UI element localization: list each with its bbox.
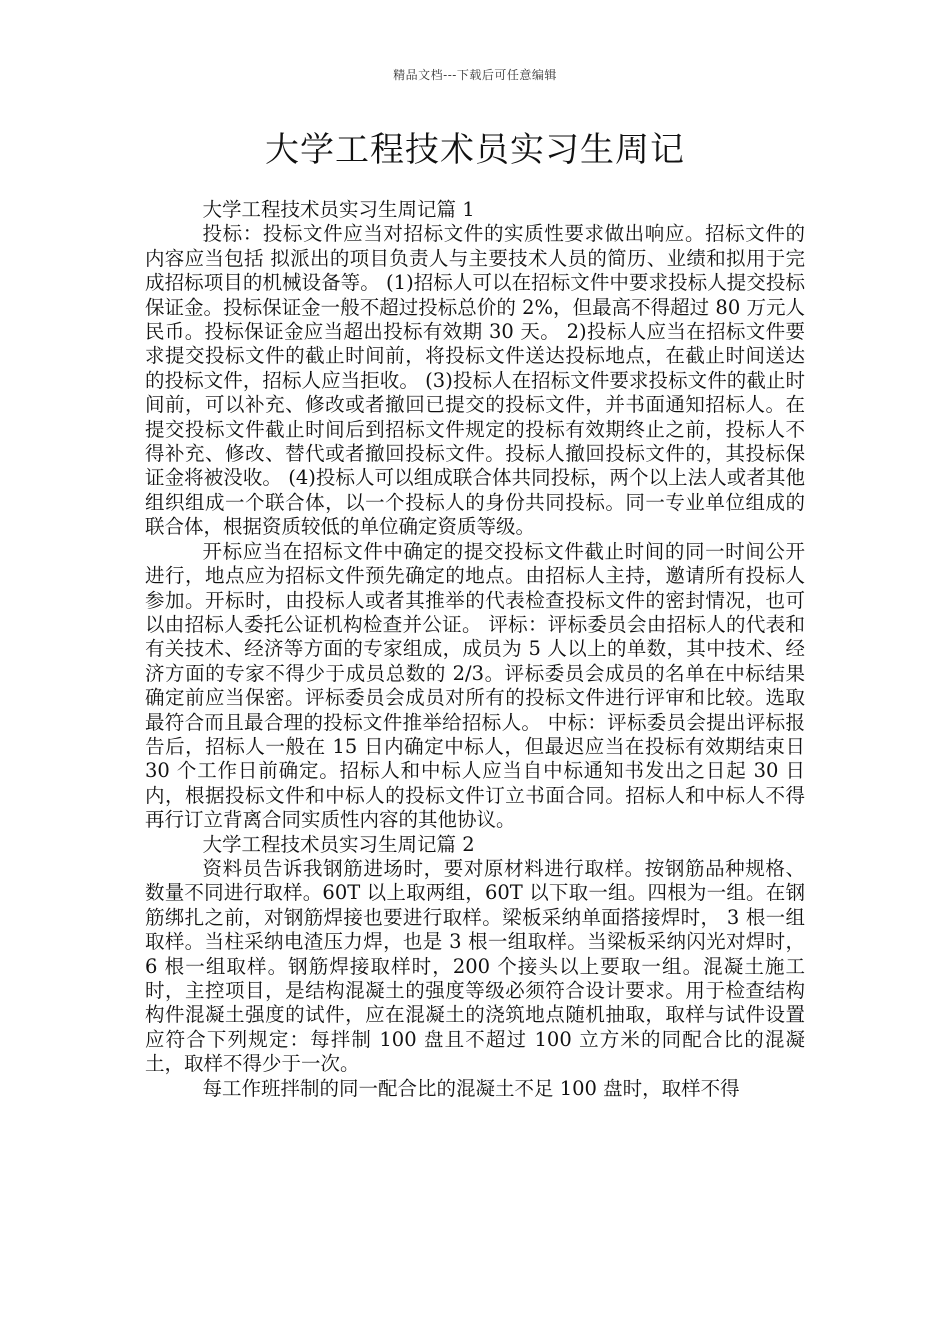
document-body <box>145 198 805 1101</box>
document-title: 大学工程技术员实习生周记 <box>265 130 685 170</box>
section-1-heading: 大学工程技术员实习生周记篇 1 <box>202 198 475 221</box>
section-2-paragraph-2: 每工作班拌制的同一配合比的混凝土不足 100 盘时，取样不得 <box>202 1076 740 1100</box>
section-2-paragraph-1: 资料员告诉我钢筋进场时，要对原材料进行取样。按钢筋品种规格、数量不同进行取样。60T 以上取两组，60T 以下取一组。四根为一组。在钢筋绑扎之前，对钢筋焊接也要进行取样。梁板采纳单面搭接焊时， 3 根一组取样。当柱采纳电渣压力焊，也是 3 根一组取样。当梁板采纳闪光对焊时，6 根一组取样。钢筋焊接取样时，200 个接头以上要取一组。混凝土施工时，主控项目，是结构混凝土的强度等级必须符合设计要求。用于检查结构构件混凝土强度的试件，应在混凝土的浇筑地点随机抽取，取样与试件设置应符合下列规定：每拌制 100 盘且不超过 100 立方米的同配合比的混凝土，取样不得少于一次。 <box>145 856 805 1076</box>
section-1-paragraph-2: 开标应当在招标文件中确定的提交投标文件截止时间的同一时间公开进行，地点应为招标文件预先确定的地点。由招标人主持，邀请所有投标人参加。开标时，由投标人或者其推举的代表检查投标文件的密封情况，也可以由招标人委托公证机构检查并公证。 评标：评标委员会由招标人的代表和有关技术、经济等方面的专家组成，成员为 5 人以上的单数，其中技术、经济方面的专家不得少于成员总数的 2/3。评标委员会成员的名单在中标结果确定前应当保密。评标委员会成员对所有的投标文件进行评审和比较。选取最符合而且最合理的投标文件推举给招标人。 中标：评标委员会提出评标报告后，招标人一般在 15 日内确定中标人，但最迟应当在投标有效期结束日 30 个工作日前确定。招标人和中标人应当自中标通知书发出之日起 30 日内，根据投标文件和中标人的投标文件订立书面合同。招标人和中标人不得再行订立背离合同实质性内容的其他协议。 <box>145 539 805 832</box>
section-1-paragraph-1: 投标：投标文件应当对招标文件的实质性要求做出响应。招标文件的内容应当包括 拟派出的项目负责人与主要技术人员的简历、业绩和拟用于完成招标项目的机械设备等。 (1)招标人可以在招标文件中要求投标人提交投标保证金。投标保证金一般不超过投标总价的 2%，但最高不得超过 80 万元人民币。投标保证金应当超出投标有效期 30 天。 2)投标人应当在招标文件要求提交投标文件的截止时间前，将投标文件送达投标地点，在截止时间送达的投标文件，招标人应当拒收。 (3)投标人在招标文件要求投标文件的截止时间前，可以补充、修改或者撤回已提交的投标文件，并书面通知招标人。在提交投标文件截止时间后到招标文件规定的投标有效期终止之前，投标人不得补充、修改、替代或者撤回投标文件。投标人撤回投标文件的，其投标保证金将被没收。 (4)投标人可以组成联合体共同投标，两个以上法人或者其他组织组成一个联合体，以一个投标人的身份共同投标。同一专业单位组成的联合体，根据资质较低的单位确定资质等级。 <box>145 222 805 539</box>
page-header: 精品文档---下载后可任意编辑 <box>393 68 557 82</box>
section-2-heading: 大学工程技术员实习生周记篇 2 <box>202 832 475 856</box>
